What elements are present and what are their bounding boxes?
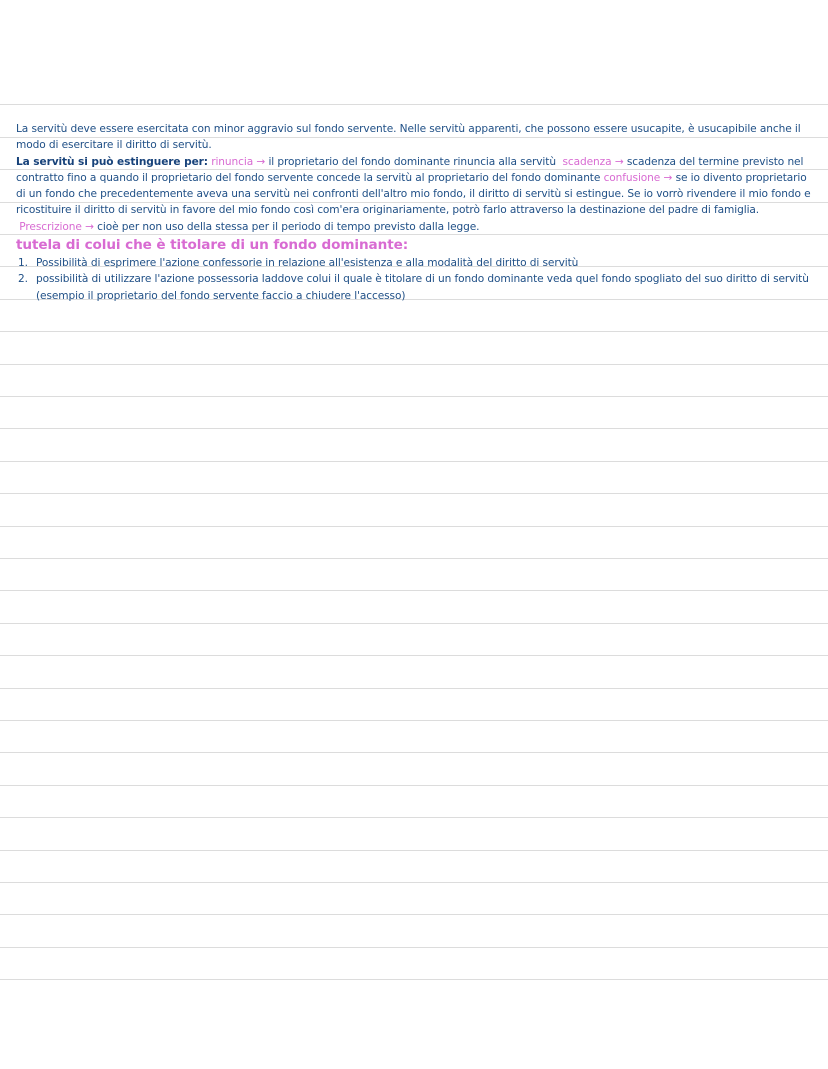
term-scadenza: scadenza [562, 155, 612, 168]
term-prescrizione: Prescrizione [19, 220, 82, 233]
list-number: 1. [18, 257, 28, 270]
rule-line [0, 493, 828, 494]
rule-line [0, 461, 828, 462]
arrow-icon: → [256, 155, 266, 168]
rule-line [0, 623, 828, 624]
rule-line [0, 331, 828, 332]
rule-line [0, 428, 828, 429]
estinzione-lead: La servitù si può estinguere per: [16, 155, 208, 168]
confusione-text: se io divento proprietario di un fondo che precedentemente aveva una servitù nei confronti dell'altro mio fondo, il diritto di servitù si estingue. Se io vorrò rivendere il mio fondo e ricostituire il diritto di servitù in favore del mio fondo così com'era originariamente, potrò farlo attraverso la destinazione del padre di famiglia. [16, 171, 811, 217]
rule-line [0, 979, 828, 980]
scadenza-text: scadenza del termine previsto nel contratto fino a quando il proprietario del fondo servente concede la servitù al proprietario del fondo dominante [16, 155, 804, 184]
term-confusione: confusione [603, 171, 661, 184]
rule-line [0, 882, 828, 883]
rule-line [0, 590, 828, 591]
paragraph-servitu-esercizio: La servitù deve essere esercitata con minor aggravio sul fondo servente. Nelle servitù apparenti, che possono essere usucapite, è usucapibile anche il modo di esercitare il diritto di servitù. [16, 123, 801, 152]
prescrizione-text: cioè per non uso della stessa per il periodo di tempo previsto dalla legge. [97, 220, 480, 233]
notes-content [16, 121, 812, 304]
rule-line [0, 104, 828, 105]
tutela-list [16, 255, 812, 304]
list-number: 2. [18, 273, 28, 286]
rule-line [0, 785, 828, 786]
arrow-icon: → [663, 171, 673, 184]
rule-line [0, 558, 828, 559]
term-rinuncia: rinuncia [211, 155, 254, 168]
rule-line [0, 720, 828, 721]
rule-line [0, 655, 828, 656]
rinuncia-text: il proprietario del fondo dominante rinuncia alla servitù [268, 155, 556, 168]
paragraph-estinzione [16, 154, 812, 235]
rule-line [0, 850, 828, 851]
arrow-icon: → [85, 220, 94, 233]
rule-line [0, 817, 828, 818]
rule-line [0, 364, 828, 365]
arrow-icon: → [614, 155, 624, 168]
rule-line [0, 914, 828, 915]
rule-line [0, 688, 828, 689]
rule-line [0, 752, 828, 753]
rule-line [0, 526, 828, 527]
list-item [16, 271, 812, 304]
section-heading: tutela di colui che è titolare di un fondo dominante: [16, 237, 409, 254]
rule-line [0, 396, 828, 397]
list-item-text: Possibilità di esprimere l'azione confessorie in relazione all'esistenza e alla modalità del diritto di servitù [36, 257, 579, 270]
rule-line [0, 947, 828, 948]
list-item-text: possibilità di utilizzare l'azione possessoria laddove colui il quale è titolare di un fondo dominante veda quel fondo spogliato del suo diritto di servitù (esempio il proprietario del fondo servente faccio a chiudere l'accesso) [36, 273, 809, 302]
list-item [16, 255, 812, 271]
